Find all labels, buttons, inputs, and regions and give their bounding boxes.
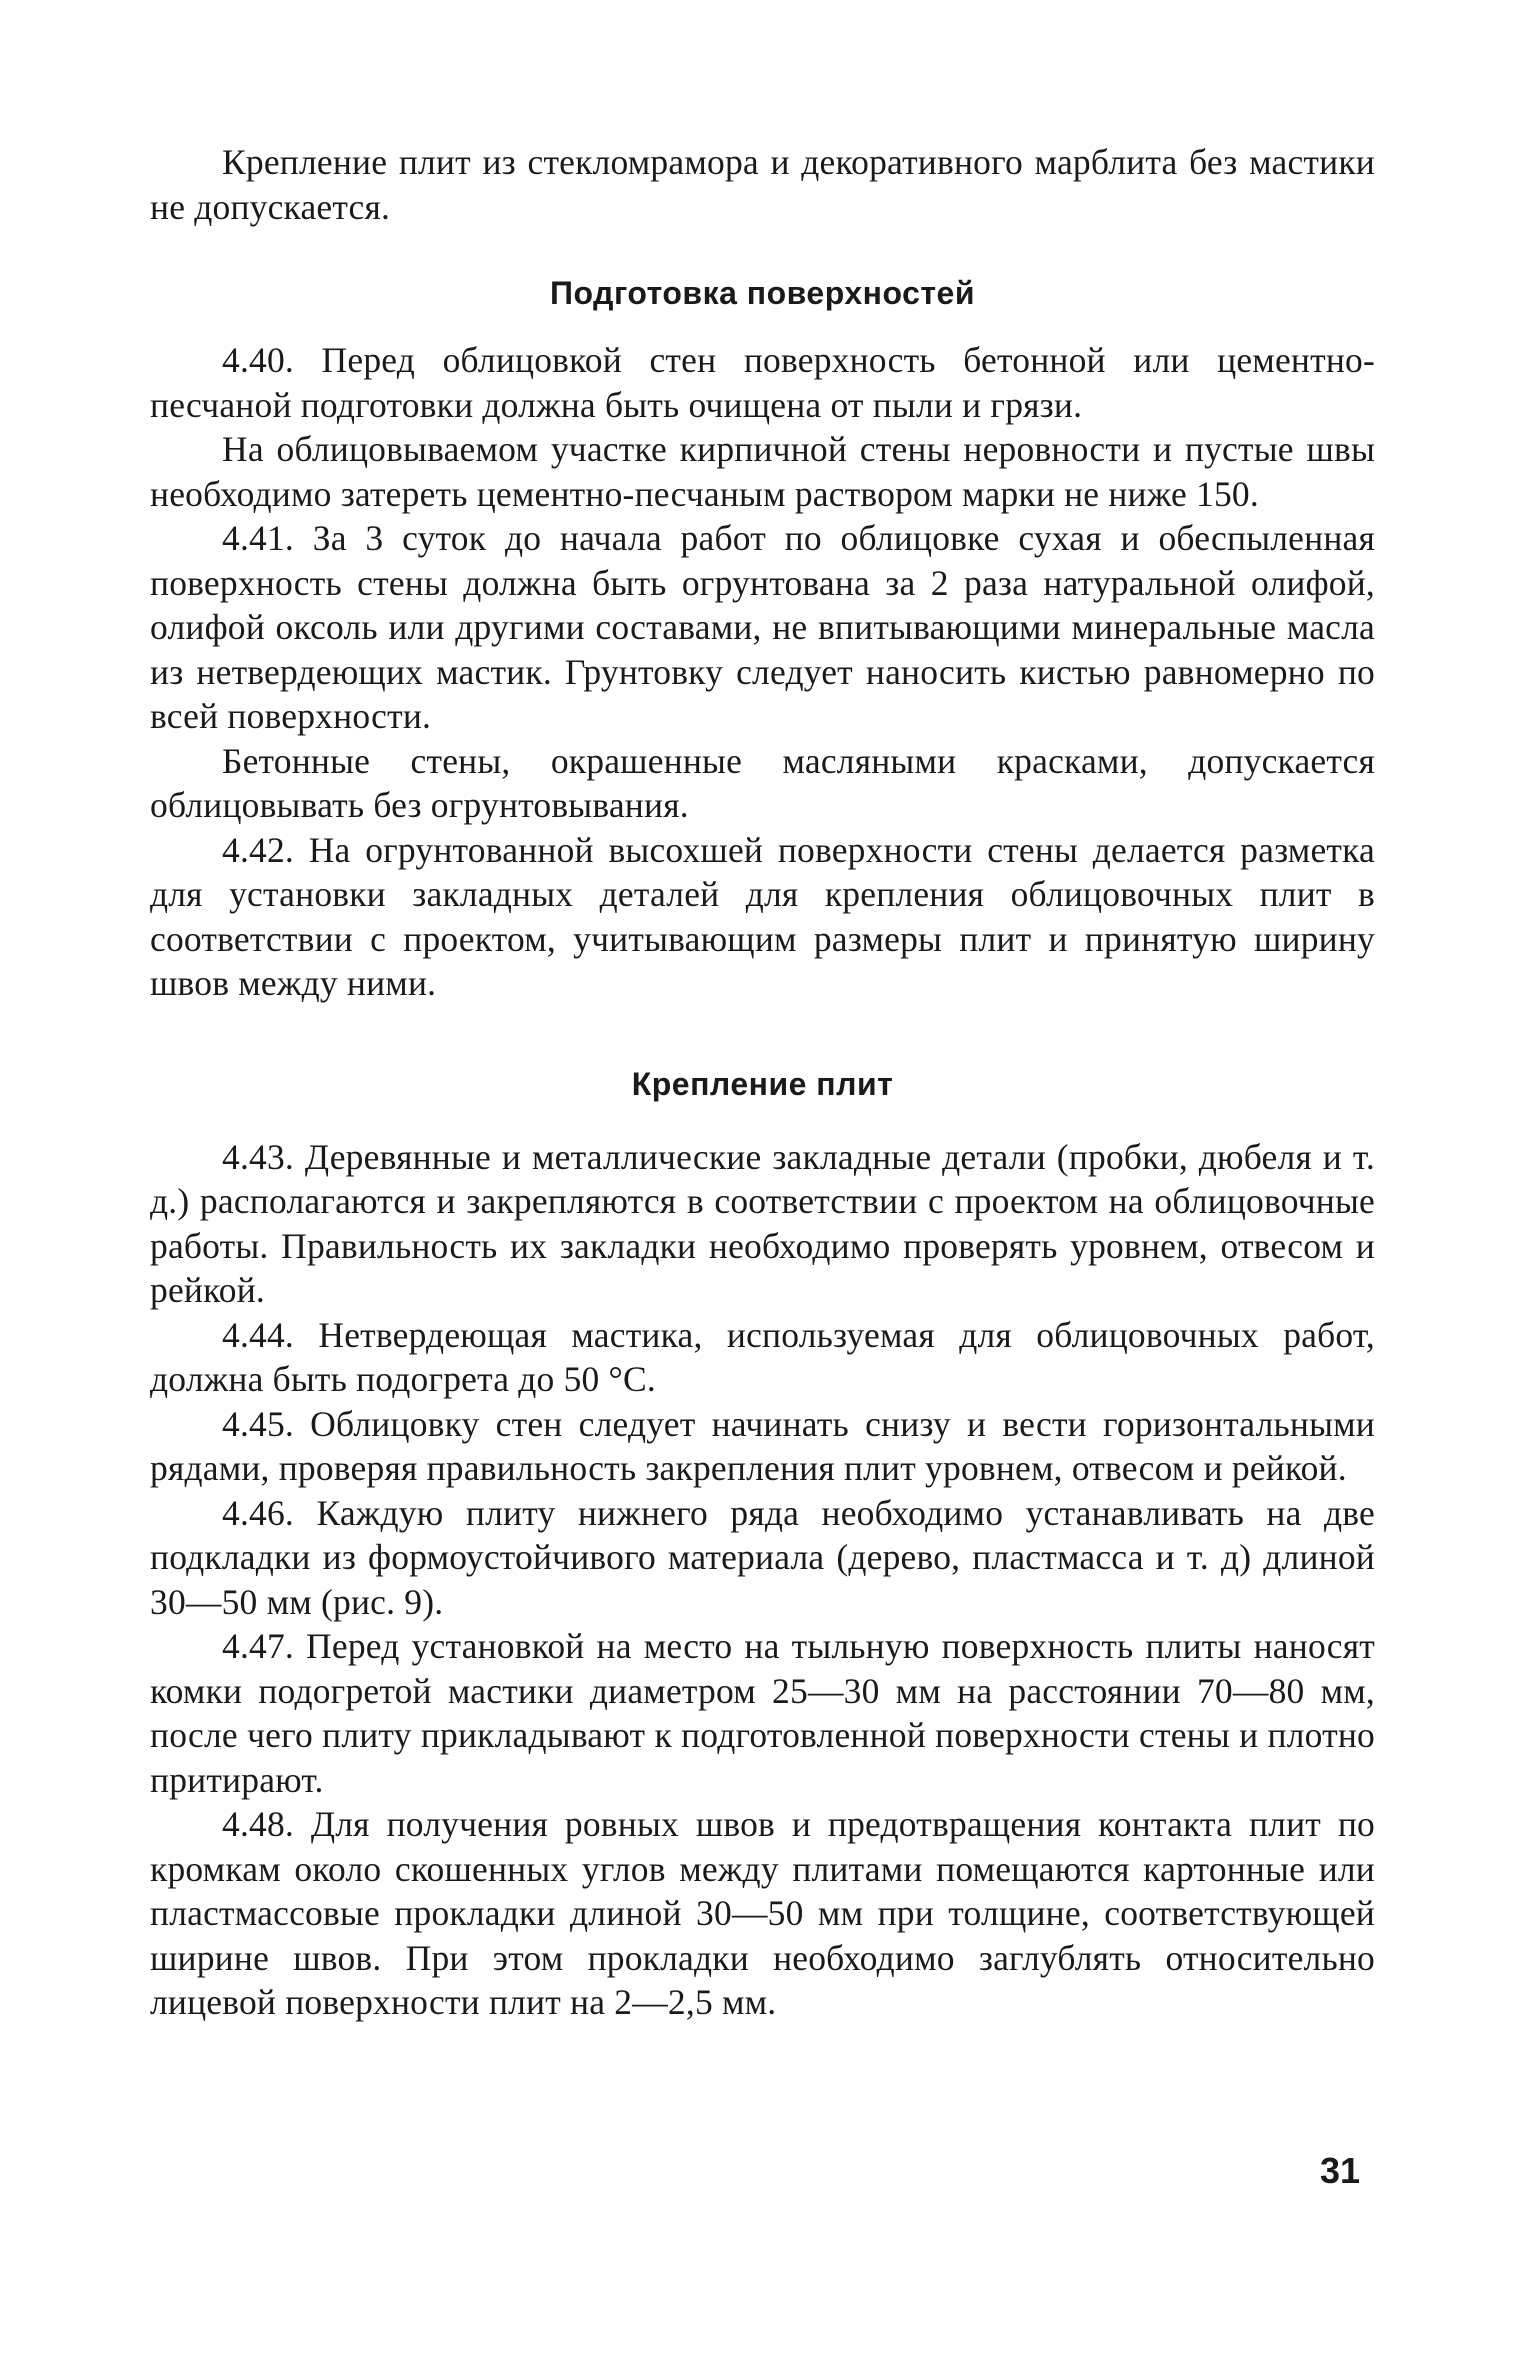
paragraph-4-44 (150, 1313, 1375, 1402)
paragraph-4-42 (150, 828, 1375, 1006)
paragraph-text: Для получения ровных швов и предотвращения контакта плит по кромкам около скошенных углов между плитами помещаются картонные или пластмассовые прокладки длиной 30—50 мм при толщине, соответствующей ширине швов. При этом прокладки необходимо заглублять относительно лицевой поверхности плит на 2—2,5 мм. (150, 1804, 1375, 2022)
paragraph-text: Бетонные стены, окрашенные масляными красками, допускается облицовывать без огрунтовывания. (150, 740, 1375, 825)
heading-surface-preparation: Подготовка поверхностей (550, 275, 975, 311)
paragraph-4-47 (150, 1624, 1375, 1802)
paragraph-number: 4.46. (222, 1492, 294, 1533)
paragraph-number: 4.40. (222, 340, 294, 380)
paragraph-text: Перед установкой на место на тыльную поверхность плиты наносят комки подогретой мастики диаметром 25—30 мм на расстоянии 70—80 мм, после чего плиту прикладывают к подготовленной поверхности стены и плотно притирают. (150, 1626, 1375, 1800)
paragraph-number: 4.48. (222, 1804, 294, 1844)
paragraph-4-48 (150, 1802, 1375, 2025)
paragraph-number: 4.47. (222, 1626, 294, 1666)
page-number: 31 (1319, 2150, 1360, 2191)
paragraph-text: На облицовываемом участке кирпичной стены неровности и пустые швы необходимо затереть цементно-песчаным раствором марки не ниже 150. (150, 429, 1375, 514)
paragraph-text: За 3 суток до начала работ по облицовке сухая и обеспыленная поверхность стены должна быть огрунтована за 2 раза натуральной олифой, олифой оксоль или другими составами, не впитывающими минеральные масла из нетвердеющих мастик. Грунтовку следует наносить кистью равномерно по всей поверхности. (150, 518, 1375, 736)
paragraph-4-40 (150, 338, 1375, 427)
paragraph-text: Нетвердеющая мастика, используемая для облицовочных работ, должна быть подогрета до 50 °С. (150, 1314, 1375, 1399)
paragraph-text: На огрунтованной высохшей поверхности стены делается разметка для установки закладных деталей для крепления облицовочных плит в соответствии с проектом, учитывающим размеры плит и принятую ширину швов между ними. (150, 829, 1375, 1003)
intro-paragraph: Крепление плит из стекломрамора и декоративного марблита без мастики не допускается. (150, 142, 1375, 227)
paragraph-text: Деревянные и металлические закладные детали (пробки, дюбеля и т. д.) располагаются и закрепляются в соответствии с проектом на облицовочные работы. Правильность их закладки необходимо проверять уровнем, отвесом и рейкой. (150, 1136, 1375, 1310)
paragraph-4-46 (150, 1491, 1375, 1625)
paragraph-4-41 (150, 516, 1375, 739)
heading-plate-fastening: Крепление плит (631, 1065, 894, 1102)
paragraph-number: 4.44. (222, 1314, 294, 1355)
document-page (150, 140, 1375, 2025)
paragraph-4-45 (150, 1402, 1375, 1491)
paragraph-number: 4.42. (222, 829, 294, 870)
paragraph-text: Каждую плиту нижнего ряда необходимо устанавливать на две подкладки из формоустойчивого материала (дерево, пластмасса и т. д) длиной 30—50 мм (рис. 9). (150, 1492, 1375, 1622)
paragraph-number: 4.43. (222, 1136, 294, 1177)
paragraph-4-41-cont (150, 739, 1375, 828)
paragraph-number: 4.41. (222, 518, 294, 558)
paragraph-text: Перед облицовкой стен поверхность бетонной или цементно-песчаной подготовки должна быть очищена от пыли и грязи. (150, 340, 1375, 425)
paragraph-4-40-cont (150, 427, 1375, 516)
paragraph-number: 4.45. (222, 1403, 294, 1444)
paragraph-text: Облицовку стен следует начинать снизу и вести горизонтальными рядами, проверяя правильность закрепления плит уровнем, отвесом и рейкой. (150, 1403, 1375, 1488)
paragraph-4-43 (150, 1135, 1375, 1313)
